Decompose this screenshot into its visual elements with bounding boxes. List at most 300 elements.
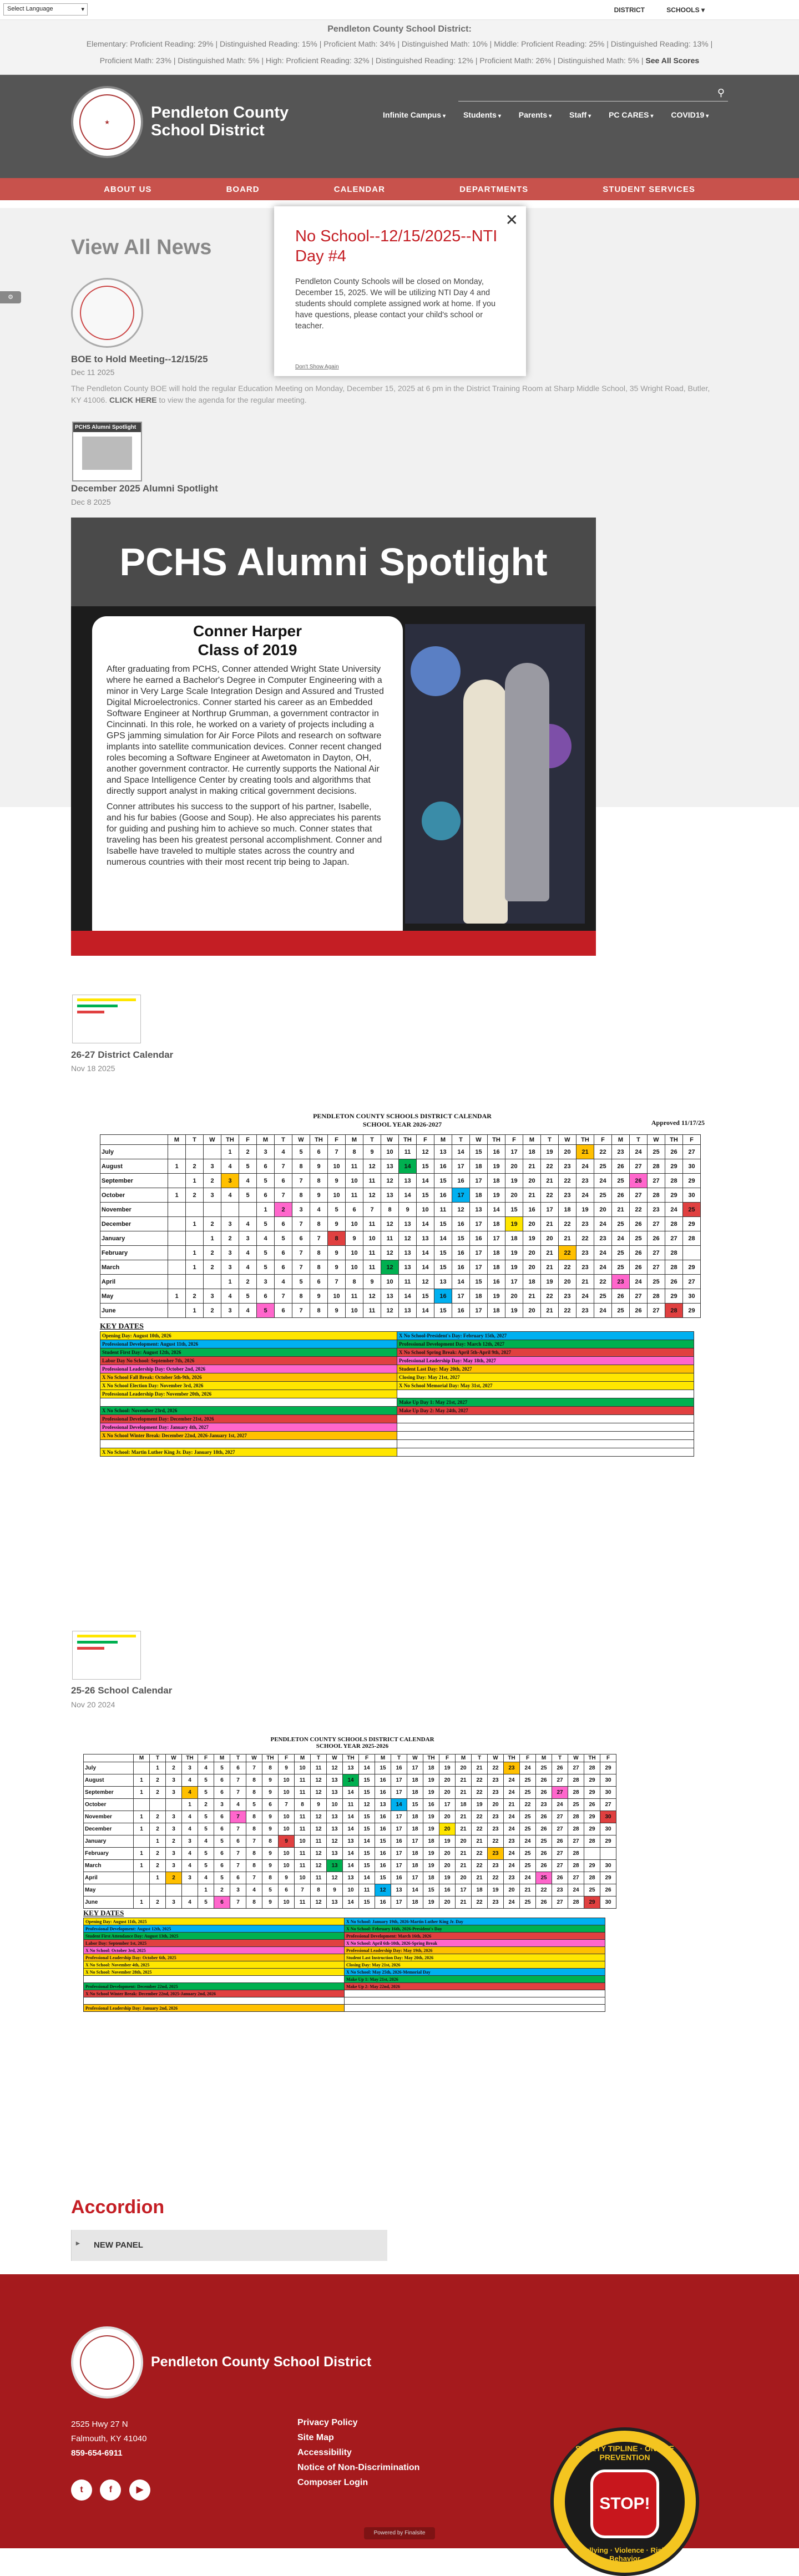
calendar-day xyxy=(186,1231,204,1246)
calendar-day: 16 xyxy=(375,1823,391,1835)
weekday-header: TH xyxy=(343,1754,359,1762)
month-label: August xyxy=(100,1159,168,1174)
news-title-boe[interactable]: BOE to Hold Meeting--12/15/25 xyxy=(71,354,208,364)
calendar-day: 21 xyxy=(559,1231,577,1246)
calendar-day: 28 xyxy=(648,1159,665,1174)
calendar-day: 20 xyxy=(559,1145,577,1159)
site-title[interactable]: Pendleton County School District xyxy=(151,104,289,139)
calendar-day: 15 xyxy=(434,1217,452,1231)
weekday-header: TH xyxy=(665,1135,683,1145)
calendar-day: 16 xyxy=(391,1872,407,1884)
footer-seal-logo[interactable] xyxy=(71,2326,143,2398)
calendar-thumbnail[interactable] xyxy=(72,1631,141,1680)
calendar-day: 7 xyxy=(328,1275,346,1289)
click-here-link[interactable]: CLICK HERE xyxy=(109,395,157,404)
dont-show-again-link[interactable]: Don't Show Again xyxy=(295,364,339,370)
month-row xyxy=(100,1188,701,1203)
calendar-day xyxy=(134,1884,150,1896)
calendar-day: 28 xyxy=(648,1289,665,1304)
calendar-day: 25 xyxy=(536,1762,552,1774)
calendar-day: 18 xyxy=(407,1811,423,1823)
calendar-day: 2 xyxy=(150,1787,166,1799)
month-label: October xyxy=(100,1188,168,1203)
calendar-day: 18 xyxy=(488,1217,505,1231)
calendar-day: 5 xyxy=(214,1762,230,1774)
calendar-day: 23 xyxy=(488,1787,504,1799)
key-date-entry: X No School: November 28th, 2025 xyxy=(84,1969,345,1976)
news-body-tail: to view the agenda for the regular meeting. xyxy=(159,395,307,404)
calendar-day: 23 xyxy=(559,1159,577,1174)
scores-line-2 xyxy=(11,52,788,69)
key-date-entry: X No School: Martin Luther King Jr. Day: January 18th, 2027 xyxy=(100,1448,397,1457)
news-thumbnail-seal[interactable] xyxy=(71,278,143,348)
calendar-day: 26 xyxy=(612,1289,630,1304)
calendar-day: 21 xyxy=(541,1246,559,1260)
key-date-entry xyxy=(397,1415,694,1423)
calendar-day: 4 xyxy=(310,1203,328,1217)
calendar-day: 28 xyxy=(568,1774,584,1787)
calendar-day: 12 xyxy=(311,1774,327,1787)
weekday-header: T xyxy=(275,1135,292,1145)
month-row xyxy=(84,1762,616,1774)
side-tab-gear-icon[interactable]: ⚙ xyxy=(0,291,21,303)
calendar-day xyxy=(221,1203,239,1217)
calendar-day: 11 xyxy=(363,1217,381,1231)
calendar-day: 14 xyxy=(488,1203,505,1217)
accordion-panel-label: NEW PANEL xyxy=(94,2240,143,2250)
calendar-day: 9 xyxy=(328,1246,346,1260)
calendar-day: 7 xyxy=(275,1289,292,1304)
calendar-day: 29 xyxy=(600,1762,616,1774)
calendar-day: 27 xyxy=(552,1860,568,1872)
calendar-day xyxy=(600,1848,616,1860)
calendar-day: 4 xyxy=(239,1304,257,1318)
calendar-day: 2 xyxy=(150,1774,166,1787)
calendar-day: 11 xyxy=(381,1231,399,1246)
month-label: September xyxy=(84,1787,134,1799)
calendar-day: 6 xyxy=(275,1304,292,1318)
month-label: January xyxy=(84,1835,134,1848)
calendar-day: 7 xyxy=(246,1872,262,1884)
menu-covid19[interactable] xyxy=(671,110,709,119)
weekday-header: W xyxy=(488,1754,504,1762)
month-label: November xyxy=(100,1203,168,1217)
calendar-day: 9 xyxy=(279,1835,295,1848)
photo-light xyxy=(411,646,461,696)
calendar-day: 11 xyxy=(399,1275,417,1289)
calendar-day: 12 xyxy=(311,1848,327,1860)
calendar-day: 3 xyxy=(166,1823,182,1835)
month-label: May xyxy=(100,1289,168,1304)
calendar-day: 24 xyxy=(504,1860,520,1872)
calendar-day: 17 xyxy=(470,1260,488,1275)
calendar-day: 14 xyxy=(343,1811,359,1823)
calendar-day: 15 xyxy=(359,1848,375,1860)
calendar-day: 24 xyxy=(594,1174,612,1188)
calendar-day: 24 xyxy=(504,1848,520,1860)
calendar-day: 1 xyxy=(221,1275,239,1289)
month-row xyxy=(84,1811,616,1823)
calendar-day: 21 xyxy=(541,1174,559,1188)
calendar-day: 27 xyxy=(648,1217,665,1231)
calendar-day: 28 xyxy=(665,1260,683,1275)
calendar-day: 27 xyxy=(665,1231,683,1246)
calendar-day: 21 xyxy=(456,1787,472,1799)
calendar-day: 11 xyxy=(295,1823,311,1835)
key-date-entry: X No School Election Day: November 3rd, 2026 xyxy=(100,1382,397,1390)
calendar-day: 21 xyxy=(541,1217,559,1231)
calendar-day: 27 xyxy=(552,1823,568,1835)
accordion-panel[interactable] xyxy=(71,2230,387,2261)
nav-board[interactable]: BOARD xyxy=(226,184,260,194)
calendar-day: 3 xyxy=(204,1188,221,1203)
calendar-day: 6 xyxy=(310,1145,328,1159)
district-link[interactable]: DISTRICT xyxy=(614,6,645,14)
privacy-policy-link[interactable]: Privacy Policy xyxy=(297,2418,358,2427)
alert-modal xyxy=(274,206,526,376)
header-search-input[interactable] xyxy=(458,86,728,102)
calendar-day: 11 xyxy=(399,1145,417,1159)
calendar-day: 20 xyxy=(488,1799,504,1811)
calendar-day: 12 xyxy=(311,1896,327,1909)
month-row xyxy=(100,1304,701,1318)
calendar-day: 20 xyxy=(505,1159,523,1174)
calendar-day: 10 xyxy=(381,1145,399,1159)
calendar-day: 12 xyxy=(363,1289,381,1304)
calendar-day: 4 xyxy=(182,1774,198,1787)
calendar-day: 15 xyxy=(359,1811,375,1823)
calendar-day: 26 xyxy=(630,1217,648,1231)
calendar-day: 16 xyxy=(488,1275,505,1289)
calendar-day: 2 xyxy=(150,1896,166,1909)
calendar-day: 10 xyxy=(328,1188,346,1203)
calendar-day: 12 xyxy=(327,1762,343,1774)
weekday-header: M xyxy=(375,1754,391,1762)
calendar-day: 24 xyxy=(504,1774,520,1787)
calendar-day: 4 xyxy=(182,1860,198,1872)
calendar-day: 19 xyxy=(505,1174,523,1188)
calendar-day: 16 xyxy=(434,1289,452,1304)
calendar-day xyxy=(168,1203,186,1217)
weekday-header: F xyxy=(417,1135,434,1145)
calendar-day: 1 xyxy=(134,1774,150,1787)
calendar-day: 9 xyxy=(328,1174,346,1188)
safety-tipline-badge[interactable] xyxy=(550,2427,699,2576)
calendar-day: 28 xyxy=(568,1860,584,1872)
calendar-day: 17 xyxy=(470,1304,488,1318)
twitter-icon[interactable]: t xyxy=(71,2479,92,2501)
calendar-day: 19 xyxy=(439,1872,456,1884)
calendar-day: 20 xyxy=(456,1762,472,1774)
calendar-day: 15 xyxy=(452,1231,470,1246)
calendar-day: 10 xyxy=(346,1260,363,1275)
menu-students[interactable] xyxy=(463,110,501,119)
calendar-day: 19 xyxy=(488,1289,505,1304)
calendar-day: 23 xyxy=(488,1774,504,1787)
thumb-stripe xyxy=(77,1011,104,1013)
calendar-day: 17 xyxy=(391,1896,407,1909)
weekday-header: TH xyxy=(221,1135,239,1145)
news-body-text: The Pendleton County BOE will hold the regular Education Meeting on Monday, December 15, 2025 at 6 pm in the District Training Room at Sharp Middle School, 35 Wright Road, Butler, KY 41006. xyxy=(71,384,710,404)
weekday-header: M xyxy=(434,1135,452,1145)
calendar-day: 9 xyxy=(328,1217,346,1231)
month-label: February xyxy=(100,1246,168,1260)
calendar-day: 11 xyxy=(311,1762,327,1774)
calendar-day: 8 xyxy=(346,1275,363,1289)
close-icon[interactable]: ✕ xyxy=(505,211,518,229)
photo-person xyxy=(463,680,508,924)
spotlight-para-2: Conner attributes his success to the support of his partner, Isabelle, and his fur babies (Goose and Soup). He also appreciates his parents for guiding and pushing him to achieve so much. Conner states that traveling has been his greatest personal accomplishment. Conner and Isabelle have traveled to multiple states across the country and numerous countries with their most recent trip being to Japan. xyxy=(107,802,382,867)
facebook-icon[interactable]: f xyxy=(100,2479,121,2501)
calendar-day: 18 xyxy=(456,1799,472,1811)
calendar-day: 28 xyxy=(568,1848,584,1860)
weekday-header: F xyxy=(198,1754,214,1762)
calendar-day: 5 xyxy=(275,1231,292,1246)
calendar-day xyxy=(239,1203,257,1217)
calendar-day: 19 xyxy=(423,1823,439,1835)
calendar-day: 16 xyxy=(375,1787,391,1799)
calendar-day: 19 xyxy=(423,1896,439,1909)
calendar-day: 13 xyxy=(434,1145,452,1159)
calendar-day: 27 xyxy=(648,1246,665,1260)
accessibility-link[interactable]: Accessibility xyxy=(297,2448,352,2457)
calendar-day: 15 xyxy=(375,1835,391,1848)
key-dates-table xyxy=(83,1918,621,2012)
month-label: May xyxy=(84,1884,134,1896)
calendar-day: 4 xyxy=(257,1231,275,1246)
powered-by-finalsite[interactable]: Powered by Finalsite xyxy=(364,2527,435,2539)
nav-departments[interactable]: DEPARTMENTS xyxy=(459,184,529,194)
weekday-header: T xyxy=(472,1754,488,1762)
photo-light xyxy=(422,802,461,840)
calendar-day xyxy=(134,1835,150,1848)
calendar-day: 9 xyxy=(310,1289,328,1304)
calendar-day: 12 xyxy=(363,1188,381,1203)
calendar-day: 12 xyxy=(363,1159,381,1174)
calendar-day: 17 xyxy=(452,1159,470,1174)
calendar-day: 9 xyxy=(262,1896,279,1909)
key-date-entry: X No School: November 4th, 2025 xyxy=(84,1961,345,1969)
menu-staff[interactable] xyxy=(569,110,591,119)
key-date-entry: Student Last Day: May 20th, 2027 xyxy=(397,1365,694,1373)
weekday-header: W xyxy=(246,1754,262,1762)
calendar-day: 6 xyxy=(279,1884,295,1896)
calendar-day: 16 xyxy=(391,1762,407,1774)
key-date-entry xyxy=(397,1390,694,1398)
calendar-day: 1 xyxy=(186,1260,204,1275)
calendar-day: 13 xyxy=(399,1260,417,1275)
chevron-down-icon: ▾ xyxy=(498,113,501,119)
calendar-day: 17 xyxy=(439,1799,456,1811)
calendar-day: 24 xyxy=(577,1188,594,1203)
key-date-entry xyxy=(84,1976,345,1983)
calendar-day: 13 xyxy=(327,1848,343,1860)
calendar-day: 20 xyxy=(594,1203,612,1217)
news-date: Nov 20 2024 xyxy=(71,1700,115,1709)
weekday-header: T xyxy=(150,1754,166,1762)
calendar-day: 8 xyxy=(346,1145,363,1159)
calendar-day: 26 xyxy=(612,1159,630,1174)
calendar-day: 7 xyxy=(230,1860,246,1872)
key-date-entry: X No School Memorial Day: May 31st, 2027 xyxy=(397,1382,694,1390)
calendar-day: 25 xyxy=(612,1217,630,1231)
calendar-day: 1 xyxy=(150,1835,166,1848)
nav-calendar[interactable]: CALENDAR xyxy=(333,184,385,194)
youtube-icon[interactable]: ▶ xyxy=(129,2479,150,2501)
calendar-day: 12 xyxy=(311,1787,327,1799)
calendar-thumbnail[interactable] xyxy=(72,995,141,1043)
calendar-day: 9 xyxy=(310,1159,328,1174)
calendar-day: 22 xyxy=(559,1217,577,1231)
key-date-entry xyxy=(397,1448,694,1457)
calendar-day: 8 xyxy=(246,1811,262,1823)
calendar-day: 25 xyxy=(520,1811,536,1823)
phone-link[interactable]: 859-654-6911 xyxy=(71,2448,123,2458)
calendar-day: 16 xyxy=(375,1896,391,1909)
nav-student-services[interactable]: STUDENT SERVICES xyxy=(603,184,695,194)
see-all-scores-link[interactable]: See All Scores xyxy=(645,56,700,65)
calendar-day: 3 xyxy=(214,1799,230,1811)
calendar-day: 17 xyxy=(505,1275,523,1289)
calendar-day: 29 xyxy=(584,1896,600,1909)
calendar-day: 16 xyxy=(434,1159,452,1174)
news-title-cal-2627[interactable]: 26-27 District Calendar xyxy=(71,1049,174,1060)
month-header xyxy=(100,1135,168,1145)
calendar-day: 4 xyxy=(198,1872,214,1884)
calendar-day: 26 xyxy=(630,1304,648,1318)
calendar-day: 20 xyxy=(439,1860,456,1872)
calendar-day: 25 xyxy=(536,1872,552,1884)
calendar-day: 19 xyxy=(472,1799,488,1811)
language-select[interactable]: Select Language ▾ xyxy=(3,3,88,16)
calendar-day: 4 xyxy=(221,1159,239,1174)
weekday-header: TH xyxy=(488,1135,505,1145)
calendar-day: 8 xyxy=(310,1260,328,1275)
calendar-day: 18 xyxy=(423,1762,439,1774)
calendar-day: 19 xyxy=(423,1787,439,1799)
calendar-day: 22 xyxy=(541,1159,559,1174)
calendar-day xyxy=(168,1260,186,1275)
calendar-day: 5 xyxy=(214,1872,230,1884)
calendar-day: 9 xyxy=(328,1260,346,1275)
calendar-day: 20 xyxy=(523,1246,541,1260)
search-icon[interactable]: ⚲ xyxy=(717,87,725,98)
weekday-header: TH xyxy=(310,1135,328,1145)
calendar-day: 10 xyxy=(381,1275,399,1289)
weekday-header: F xyxy=(594,1135,612,1145)
calendar-day: 19 xyxy=(423,1774,439,1787)
calendar-day: 13 xyxy=(399,1304,417,1318)
calendar-day: 20 xyxy=(523,1217,541,1231)
month-row xyxy=(84,1884,616,1896)
calendar-day: 7 xyxy=(328,1145,346,1159)
menu-pc-cares[interactable] xyxy=(609,110,653,119)
district-seal-logo[interactable] xyxy=(71,86,143,158)
news-thumbnail-spotlight[interactable] xyxy=(72,422,142,481)
calendar-day: 14 xyxy=(452,1145,470,1159)
calendar-table xyxy=(83,1754,616,1909)
calendar-day: 25 xyxy=(520,1848,536,1860)
calendar-day: 1 xyxy=(134,1787,150,1799)
calendar-day: 29 xyxy=(584,1823,600,1835)
calendar-day: 14 xyxy=(417,1217,434,1231)
calendar-day: 20 xyxy=(541,1231,559,1246)
weekday-header: W xyxy=(204,1135,221,1145)
news-title-spotlight[interactable]: December 2025 Alumni Spotlight xyxy=(71,483,218,494)
menu-parents[interactable] xyxy=(519,110,552,119)
calendar-day: 15 xyxy=(434,1174,452,1188)
calendar-day: 21 xyxy=(541,1260,559,1275)
calendar-day: 17 xyxy=(456,1884,472,1896)
calendar-day: 15 xyxy=(375,1762,391,1774)
spotlight-para-1: After graduating from PCHS, Conner attended Wright State University where he earned a Bachelor's Degree in Computer Engineering with a minor in Very Large Scale Integration Design and Assured and Trusted Digital Microelectronics. Conner started his career as an Embedded Software Engineer at Northrup Grumman, a government contractor in Cincinnati. In this role, he worked on a variety of projects including a GPS jamming simulation for Air Force Pilots and research on software implants into satellite communication devices. Conner recent changed roles becoming a Software Engineer at Awetomaton in Dayton, OH, another government contractor. He currently supports the National Air and Space Intelligence Center by creating tools and algorithms that directly support analyst in making critical government decisions. xyxy=(107,665,384,796)
calendar-day: 4 xyxy=(182,1896,198,1909)
calendar-day: 22 xyxy=(594,1275,612,1289)
weekday-header: T xyxy=(230,1754,246,1762)
calendar-day: 15 xyxy=(434,1304,452,1318)
calendar-day: 24 xyxy=(568,1884,584,1896)
calendar-day: 25 xyxy=(568,1799,584,1811)
calendar-day: 2 xyxy=(166,1835,182,1848)
calendar-day: 3 xyxy=(221,1174,239,1188)
calendar-day: 7 xyxy=(275,1188,292,1203)
weekday-header: F xyxy=(520,1754,536,1762)
calendar-day: 19 xyxy=(505,1217,523,1231)
month-row xyxy=(84,1787,616,1799)
calendar-day: 19 xyxy=(541,1275,559,1289)
calendar-day: 15 xyxy=(417,1289,434,1304)
composer-login-link[interactable]: Composer Login xyxy=(297,2478,368,2487)
calendar-day: 8 xyxy=(292,1159,310,1174)
calendar-day: 26 xyxy=(584,1799,600,1811)
calendar-day: 14 xyxy=(343,1848,359,1860)
news-date: Nov 18 2025 xyxy=(71,1064,115,1073)
spotlight-red-band xyxy=(71,931,596,956)
calendar-day: 18 xyxy=(472,1884,488,1896)
calendar-day: 15 xyxy=(423,1884,439,1896)
calendar-title: PENDLETON COUNTY SCHOOLS DISTRICT CALENDAR xyxy=(270,1736,434,1743)
key-date-entry xyxy=(397,1432,694,1440)
menu-infinite-campus[interactable] xyxy=(383,110,446,119)
schools-link[interactable]: SCHOOLS ▾ xyxy=(666,6,705,14)
calendar-day: 29 xyxy=(665,1289,683,1304)
calendar-day: 19 xyxy=(505,1260,523,1275)
non-discrimination-link[interactable]: Notice of Non-Discrimination xyxy=(297,2463,420,2472)
calendar-day: 22 xyxy=(472,1774,488,1787)
calendar-day: 1 xyxy=(186,1246,204,1260)
calendar-day: 27 xyxy=(630,1188,648,1203)
key-date-entry: Labor Day: September 1st, 2025 xyxy=(84,1940,345,1947)
calendar-day: 17 xyxy=(407,1762,423,1774)
calendar-day: 8 xyxy=(262,1762,279,1774)
month-row xyxy=(84,1896,616,1909)
calendar-day: 21 xyxy=(456,1823,472,1835)
calendar-day: 21 xyxy=(577,1275,594,1289)
key-date-entry: Professional Leadership Day: November 20th, 2026 xyxy=(100,1390,397,1398)
calendar-day: 14 xyxy=(399,1289,417,1304)
menu-label: Parents xyxy=(518,110,548,119)
calendar-day: 2 xyxy=(275,1203,292,1217)
site-map-link[interactable]: Site Map xyxy=(297,2433,334,2442)
utility-bar xyxy=(0,0,799,20)
calendar-day: 14 xyxy=(343,1774,359,1787)
calendar-day: 13 xyxy=(327,1823,343,1835)
news-title-cal-2526[interactable]: 25-26 School Calendar xyxy=(71,1685,173,1696)
nav-about-us[interactable]: ABOUT US xyxy=(104,184,152,194)
calendar-day: 7 xyxy=(292,1304,310,1318)
calendar-day: 27 xyxy=(568,1835,584,1848)
calendar-day: 18 xyxy=(488,1246,505,1260)
